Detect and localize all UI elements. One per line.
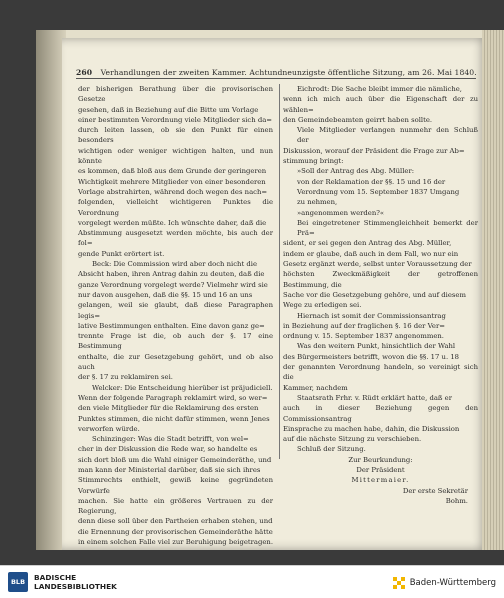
- text-line: verworfen würde.: [78, 424, 140, 433]
- text-line: man kann der Ministerial darüber, daß sie sich ihres: [78, 465, 261, 474]
- speaker-line-schinzinger: Schinzinger: Was die Stadt betrifft, von wel=: [92, 435, 249, 444]
- text-line: gesehen, daß in Beziehung auf die Bitte um Vorlage: [78, 105, 259, 114]
- text-line: lative Bestimmungen enthalten. Eine davon ganz ge=: [78, 321, 265, 330]
- page-stack-edge: [482, 30, 504, 550]
- state-label: Baden-Württemberg: [409, 578, 496, 588]
- text-line: Stimmrechts enthielt, gewiß keine gegründeten Vorwürfe: [78, 476, 273, 495]
- text-line: durch leiten lassen, ob sie den Punkt für einen besonders: [78, 126, 273, 145]
- text-line: Wichtigkeit mehrere Mitglieder von einer besonderen: [78, 177, 266, 186]
- text-line: Punktes stimmen, die nicht dafür stimmen, wenn Jenes: [78, 414, 270, 423]
- text-line: gelangen, weil sie glaubt, daß diese Paragraphen legis=: [78, 301, 273, 320]
- text-line: in einem solchen Falle viel zur Beruhigung beigetragen.: [78, 538, 273, 547]
- president-label: Der Präsident: [356, 465, 405, 474]
- resolution-line: ordnung v. 15. September 1837 angenommen.: [283, 332, 444, 341]
- page-number: 260: [76, 68, 93, 77]
- text-line: gende Punkt erörtert ist.: [78, 249, 165, 258]
- text-line: nur davon ausgehen, daß die §§. 15 und 16 an uns: [78, 290, 253, 299]
- right-column: [283, 84, 478, 506]
- text-line: des Bürgermeisters betrifft, wovon die §§. 17 u. 18: [283, 352, 460, 361]
- left-column: [78, 84, 273, 547]
- speaker-line-welcker: Welcker: Die Entscheidung hierüber ist präjudiciell.: [92, 383, 273, 392]
- text-line: Abstimmung ausgesetzt werden möchte, bis auch der fol=: [78, 229, 273, 248]
- state-brand[interactable]: [393, 577, 496, 589]
- text-line: wichtigen oder weniger wichtigen halten, und nun könnte: [78, 146, 273, 166]
- secretary-name: Bohm.: [445, 496, 468, 505]
- text-line: Wege zu erledigen sei.: [283, 301, 362, 310]
- resolution-line: in Beziehung auf der fraglichen §. 16 der Ver=: [283, 321, 445, 330]
- text-line: den Gemeindebeamten geirrt haben sollte.: [283, 115, 433, 124]
- text-line: Kammer, nachdem: [283, 383, 348, 392]
- question-line: von der Reklamation der §§. 15 und 16 der: [297, 177, 446, 186]
- text-line: indem er glaube, daß auch in dem Fall, wo nur ein: [283, 249, 459, 258]
- text-line: Einsprache zu machen habe, dahin, die Diskussion: [283, 424, 460, 433]
- secretary-label: Der erste Sekretär: [402, 486, 468, 495]
- text-line: auf die nächste Sitzung zu verschieben.: [283, 435, 422, 444]
- text-line: Bei eingetretener Stimmengleichheit bemerkt der Prä=: [297, 218, 478, 238]
- text-line: Absicht haben, ihren Antrag dahin zu deuten, daß die: [78, 270, 265, 279]
- footer-bar: [0, 565, 504, 598]
- speaker-line-ruedt: Staatsrath Frhr. v. Rüdt erklärt hatte, daß er: [297, 393, 452, 402]
- question-line: »Soll der Antrag des Abg. Müller:: [297, 167, 415, 176]
- text-line: ganze Verordnung vorgelegt werde? Vielmehr wird sie: [78, 280, 268, 289]
- text-line: machen. Sie hatte ein größeres Vertrauen zu der Regierung,: [78, 496, 273, 516]
- resolution-line: Hiernach ist somit der Commissionsantrag: [297, 311, 446, 320]
- text-line: Vorlage abstrahirten, während doch wegen des nach=: [78, 187, 268, 196]
- text-line: folgenden, vielleicht wichtigeren Punktes die Verordnung: [78, 198, 273, 217]
- text-line: der genannten Verordnung handeln, so vereinigt sich die: [283, 363, 478, 382]
- text-line: es kommen, daß bloß aus dem Grunde der geringeren: [78, 167, 267, 176]
- baden-wuerttemberg-icon: [393, 577, 405, 589]
- text-line: trennte Frage ist die, ob auch der §. 17 eine Bestimmung: [78, 332, 273, 351]
- certification-label: Zur Beurkundung:: [348, 455, 413, 464]
- question-line: »angenommen werden?«: [297, 208, 385, 217]
- text-line: Wenn der folgende Paragraph reklamirt wird, so wer=: [78, 393, 268, 402]
- text-line: einer bestimmten Verordnung viele Mitglieder sich da=: [78, 115, 273, 124]
- text-line: sident, er sei gegen den Antrag des Abg. Müller,: [283, 239, 452, 248]
- question-line: Verordnung vom 15. September 1837 Umgang: [297, 187, 460, 196]
- text-line: vorgelegt werden müßte. Ich wünschte daher, daß die: [78, 218, 267, 227]
- closing-line: Schluß der Sitzung.: [297, 445, 366, 454]
- text-line: Diskussion, worauf der Präsident die Frage zur Ab=: [283, 146, 465, 155]
- text-line: Sache vor die Gesetzgebung gehöre, und auf diesem: [283, 290, 466, 299]
- text-line: wenn ich mich auch über die Eigenschaft der zu wählen=: [283, 95, 478, 114]
- library-line-1: BADISCHE: [34, 573, 77, 582]
- text-line: den viele Mitglieder für die Reklamirung des ersten: [78, 404, 259, 413]
- text-line: stimmung bringt:: [283, 157, 344, 166]
- text-line: der bisherigen Berathung über die provisorischen Gesetze: [78, 85, 273, 104]
- question-line: zu nehmen,: [297, 198, 338, 207]
- text-line: höchsten Zweckmäßigkeit der getroffenen Bestimmung, die: [283, 270, 478, 289]
- text-line: cher in der Diskussion die Rede war, so handelte es: [78, 445, 258, 454]
- page-header: [76, 68, 476, 79]
- text-line: die Ernennung der provisorischen Gemeinderäthe hätte: [78, 527, 273, 536]
- blb-logo[interactable]: BLB: [8, 572, 28, 592]
- text-line: der §. 17 zu reklamiren sei.: [78, 373, 173, 382]
- column-divider: [279, 84, 280, 459]
- text-line: enthalte, die zur Gesetzgebung gehört, und ob also auch: [78, 352, 273, 372]
- speaker-line-beck: Beck: Die Commission wird aber doch nicht die: [92, 260, 258, 269]
- text-line: Gesetz ergänzt werde, selbst unter Voraussetzung der: [283, 260, 472, 269]
- library-name[interactable]: [34, 573, 117, 591]
- running-title: Verhandlungen der zweiten Kammer. Achtundneunzigste öffentliche Sitzung, am 26. Mai 1840.: [100, 68, 477, 77]
- text-line: Viele Mitglieder verlangen nunmehr den Schluß der: [297, 126, 478, 145]
- library-line-2: LANDESBIBLIOTHEK: [34, 582, 117, 591]
- text-line: sich dort bloß um die Wahl einiger Gemeinderäthe, und: [78, 455, 272, 464]
- text-line: denn diese soll über den Partheien erhaben stehen, und: [78, 517, 273, 526]
- speaker-line-eichrodt: Eichrodt: Die Sache bleibt immer die nämliche,: [297, 85, 462, 93]
- text-line: Was den weitern Punkt, hinsichtlich der Wahl: [297, 342, 456, 351]
- text-line: auch in dieser Beziehung gegen den Commissionsantrag: [283, 404, 478, 423]
- president-name: Mittermaier.: [351, 476, 410, 485]
